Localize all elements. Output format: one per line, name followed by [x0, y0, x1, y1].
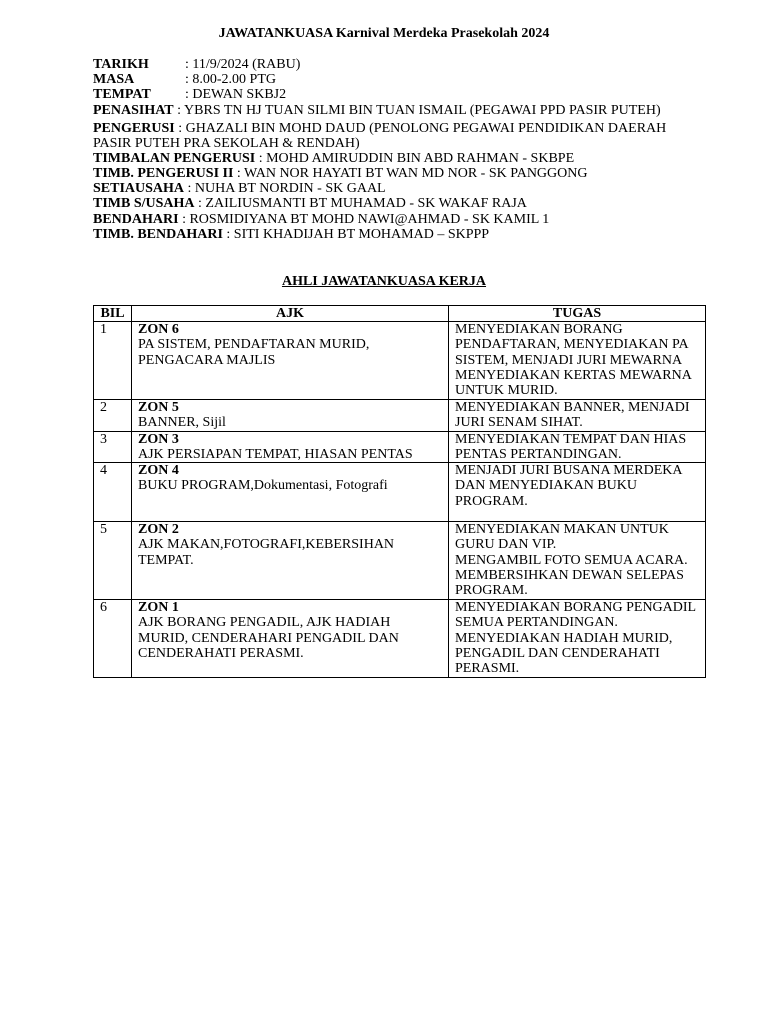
row-ajk [132, 431, 449, 463]
ajk-table [93, 305, 706, 678]
row-zon: ZON 5 [138, 400, 179, 415]
committee-label: BENDAHARI [93, 212, 179, 227]
row-tugas: MENYEDIAKAN BORANG PENGADIL SEMUA PERTANDINGAN. MENYEDIAKAN HADIAH MURID, PENGADIL DAN CENDERAHATI PERASMI. [449, 600, 706, 678]
committee-label: TIMBALAN PENGERUSI [93, 151, 256, 166]
detail-label: TEMPAT [93, 87, 151, 102]
row-ajk-text: BUKU PROGRAM,Dokumentasi, Fotografi [138, 478, 388, 494]
committee-label: PENGERUSI [93, 121, 175, 136]
header-tugas: TUGAS [449, 306, 706, 322]
row-ajk-text: BANNER, Sijil [138, 415, 226, 431]
page-title: JAWATANKUASA Karnival Merdeka Prasekolah 2024 [218, 26, 550, 41]
committee-label: TIMB. PENGERUSI II [93, 166, 234, 181]
committee-value: : SITI KHADIJAH BT MOHAMAD – SKPPP [222, 227, 490, 242]
row-zon: ZON 3 [138, 431, 179, 447]
committee-value: : ZAILIUSMANTI BT MUHAMAD - SK WAKAF RAJA [194, 196, 527, 211]
committee-value: : MOHD AMIRUDDIN BIN ABD RAHMAN - SKBPE [255, 151, 575, 166]
section-title: AHLI JAWATANKUASA KERJA [281, 274, 487, 289]
table-row [94, 322, 706, 400]
row-ajk-text: PA SISTEM, PENDAFTARAN MURID, PENGACARA MAJLIS [138, 337, 370, 368]
row-tugas: MENYEDIAKAN TEMPAT DAN HIAS PENTAS PERTANDINGAN. [449, 431, 706, 463]
detail-row-place [93, 87, 286, 102]
header-bil: BIL [94, 306, 132, 322]
row-tugas: MENYEDIAKAN BORANG PENDAFTARAN, MENYEDIAKAN PA SISTEM, MENJADI JURI MEWARNA MENYEDIAKAN KERTAS MEWARNA UNTUK MURID. [449, 322, 706, 400]
row-ajk [132, 400, 449, 432]
committee-label: TIMB S/USAHA [93, 196, 195, 211]
table-row [94, 400, 706, 432]
detail-value: : 8.00-2.00 PTG [185, 72, 276, 87]
committee-value: : GHAZALI BIN MOHD DAUD (PENOLONG PEGAWAI PENDIDIKAN DAERAH PASIR PUTEH PRA SEKOLAH & RENDAH) [93, 121, 667, 152]
row-ajk-text: AJK PERSIAPAN TEMPAT, HIASAN PENTAS [138, 446, 413, 462]
row-bil: 4 [94, 463, 132, 522]
row-bil: 3 [94, 431, 132, 463]
detail-row-date [93, 57, 300, 72]
row-ajk [132, 322, 449, 400]
committee-value: : NUHA BT NORDIN - SK GAAL [184, 181, 386, 196]
row-zon: ZON 1 [138, 600, 179, 616]
row-zon: ZON 6 [138, 322, 179, 337]
committee-value: : WAN NOR HAYATI BT WAN MD NOR - SK PANGGONG [233, 166, 588, 181]
row-zon: ZON 4 [138, 463, 179, 479]
detail-row-time [93, 72, 276, 87]
table-row [94, 600, 706, 678]
committee-timb-setiausaha [93, 196, 693, 211]
row-zon: ZON 2 [138, 522, 179, 538]
table-row [94, 463, 706, 522]
committee-value: : YBRS TN HJ TUAN SILMI BIN TUAN ISMAIL (PEGAWAI PPD PASIR PUTEH) [173, 103, 661, 118]
table-row [94, 522, 706, 600]
table-row [94, 431, 706, 463]
committee-penasihat [93, 103, 693, 118]
committee-pengerusi [93, 121, 693, 151]
committee-setiausaha [93, 181, 693, 196]
row-bil: 1 [94, 322, 132, 400]
table-header-row [94, 306, 706, 322]
detail-label: MASA [93, 72, 135, 87]
committee-timbalan-pengerusi [93, 151, 693, 166]
row-bil: 5 [94, 522, 132, 600]
committee-label: PENASIHAT [93, 103, 174, 118]
row-tugas: MENJADI JURI BUSANA MERDEKA DAN MENYEDIAKAN BUKU PROGRAM. [449, 463, 706, 522]
row-tugas: MENYEDIAKAN MAKAN UNTUK GURU DAN VIP. MENGAMBIL FOTO SEMUA ACARA. MEMBERSIHKAN DEWAN SELEPAS PROGRAM. [449, 522, 706, 600]
detail-value: : 11/9/2024 (RABU) [185, 57, 301, 72]
detail-value: : DEWAN SKBJ2 [185, 87, 287, 102]
row-ajk-text: AJK BORANG PENGADIL, AJK HADIAH MURID, CENDERAHARI PENGADIL DAN CENDERAHATI PERASMI. [138, 615, 399, 662]
committee-label: SETIAUSAHA [93, 181, 185, 196]
row-bil: 6 [94, 600, 132, 678]
row-bil: 2 [94, 400, 132, 432]
row-tugas: MENYEDIAKAN BANNER, MENJADI JURI SENAM SIHAT. [449, 400, 706, 432]
row-ajk [132, 522, 449, 600]
committee-bendahari [93, 212, 693, 227]
row-ajk-text: AJK MAKAN,FOTOGRAFI,KEBERSIHAN TEMPAT. [138, 537, 395, 568]
committee-timb-bendahari [93, 227, 693, 242]
header-ajk: AJK [132, 306, 449, 322]
committee-value: : ROSMIDIYANA BT MOHD NAWI@AHMAD - SK KAMIL 1 [178, 212, 550, 227]
detail-label: TARIKH [93, 57, 149, 72]
committee-timb-pengerusi-ii [93, 166, 693, 181]
row-ajk [132, 600, 449, 678]
row-ajk [132, 463, 449, 522]
committee-label: TIMB. BENDAHARI [93, 227, 223, 242]
